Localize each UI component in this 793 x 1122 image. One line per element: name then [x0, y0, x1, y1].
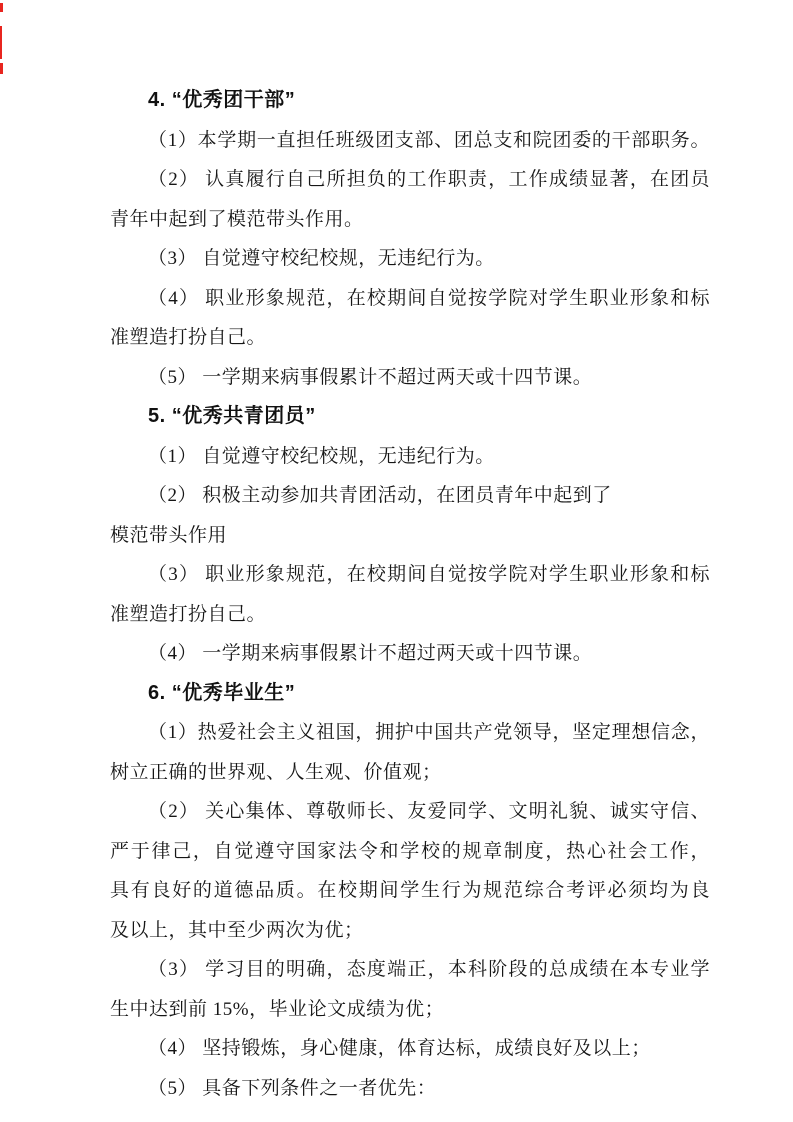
scan-artifact: [0, 63, 3, 74]
paragraph-line: （3） 学习目的明确，态度端正，本科阶段的总成绩在本专业学: [148, 959, 710, 980]
paragraph-line: 树立正确的世界观、人生观、价值观；: [110, 761, 442, 783]
paragraph-line: 准塑造打扮自己。: [110, 603, 267, 625]
paragraph-line: （4） 职业形象规范，在校期间自觉按学院对学生职业形象和标: [148, 287, 710, 309]
paragraph-line: （1）本学期一直担任班级团支部、团总支和院团委的干部职务。: [148, 129, 710, 151]
paragraph-line: （5） 一学期来病事假累计不超过两天或十四节课。: [148, 366, 593, 388]
paragraph-line: 严于律己，自觉遵守国家法令和学校的规章制度，热心社会工作，: [110, 840, 710, 862]
paragraph-line: （5） 具备下列条件之一者优先：: [148, 1077, 437, 1099]
paragraph-line: （4） 坚持锻炼，身心健康，体育达标，成绩良好及以上；: [148, 1038, 651, 1059]
paragraph-line: （3） 职业形象规范，在校期间自觉按学院对学生职业形象和标: [148, 564, 710, 585]
paragraph-line: （2） 认真履行自己所担负的工作职责，工作成绩显著，在团员: [148, 169, 710, 190]
paragraph-line: 青年中起到了模范带头作用。: [110, 208, 364, 230]
section-heading: 6. “优秀毕业生”: [148, 681, 296, 704]
paragraph-line: 模范带头作用: [110, 524, 228, 546]
paragraph-line: 及以上，其中至少两次为优；: [110, 919, 364, 941]
paragraph-line: （2） 积极主动参加共青团活动，在团员青年中起到了: [148, 485, 612, 506]
paragraph-line: 具有良好的道德品质。在校期间学生行为规范综合考评必须均为良: [110, 880, 710, 901]
paragraph-line: 生中达到前 15%，毕业论文成绩为优；: [110, 998, 445, 1020]
paragraph-line: （4） 一学期来病事假累计不超过两天或十四节课。: [148, 643, 593, 664]
paragraph-line: （1）热爱社会主义祖国，拥护中国共产党领导，坚定理想信念，: [148, 722, 710, 743]
paragraph-line: 准塑造打扮自己。: [110, 327, 267, 348]
paragraph-line: （1） 自觉遵守校纪校规，无违纪行为。: [148, 445, 495, 467]
section-heading: 5. “优秀共青团员”: [148, 405, 316, 427]
section-heading: 4. “优秀团干部”: [148, 89, 296, 111]
scan-artifact: [0, 3, 3, 12]
paragraph-line: （2） 关心集体、尊敬师长、友爱同学、文明礼貌、诚实守信、: [148, 801, 710, 822]
document-content: [110, 81, 710, 1108]
scan-artifact: [0, 26, 2, 59]
paragraph-line: （3） 自觉遵守校纪校规，无违纪行为。: [148, 248, 495, 269]
